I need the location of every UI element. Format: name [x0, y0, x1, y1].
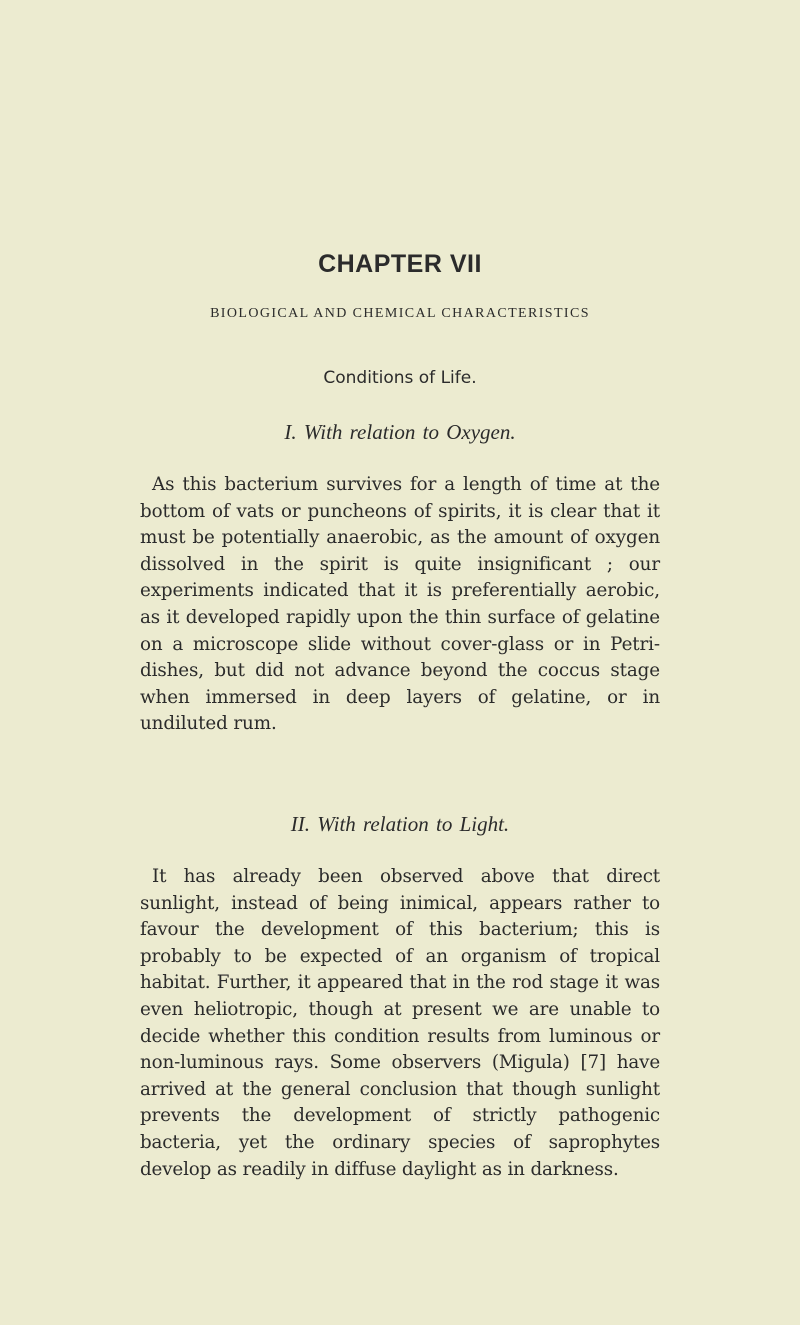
section-title: Conditions of Life.: [323, 368, 477, 388]
section-heading-light: II. With relation to Light.: [290, 812, 510, 836]
paragraph-oxygen: As this bacterium survives for a length of time at the bottom of vats or puncheons of spirits, it is clear that it must be potentially anaerobic, as the amount of oxygen dissolved in the spirit is quite insignificant ; our experiments indicated that it is preferentially aerobic, as it developed rapidly upon the thin surface of gelatine on a microscope slide without cover-glass or in Petri-dishes, but did not advance beyond the coccus stage when immersed in deep layers of gelatine, or in undiluted rum.: [140, 474, 660, 735]
paragraph-light: It has already been observed above that direct sunlight, instead of being inimical, appears rather to favour the development of this bacterium; this is probably to be expected of an organism of tropical habitat. Further, it appeared that in the rod stage it was even heliotropic, though at present we are unable to decide whether this condition results from luminous or non-luminous rays. Some observers (Migula) [7] have arrived at the general conclusion that though sunlight prevents the development of strictly pathogenic bacteria, yet the ordinary species of saprophytes develop as readily in diffuse daylight as in darkness.: [140, 866, 660, 1180]
chapter-subtitle: BIOLOGICAL AND CHEMICAL CHARACTERISTICS: [210, 306, 590, 321]
chapter-title: CHAPTER VII: [318, 250, 482, 278]
section-heading-oxygen: I. With relation to Oxygen.: [284, 420, 516, 444]
